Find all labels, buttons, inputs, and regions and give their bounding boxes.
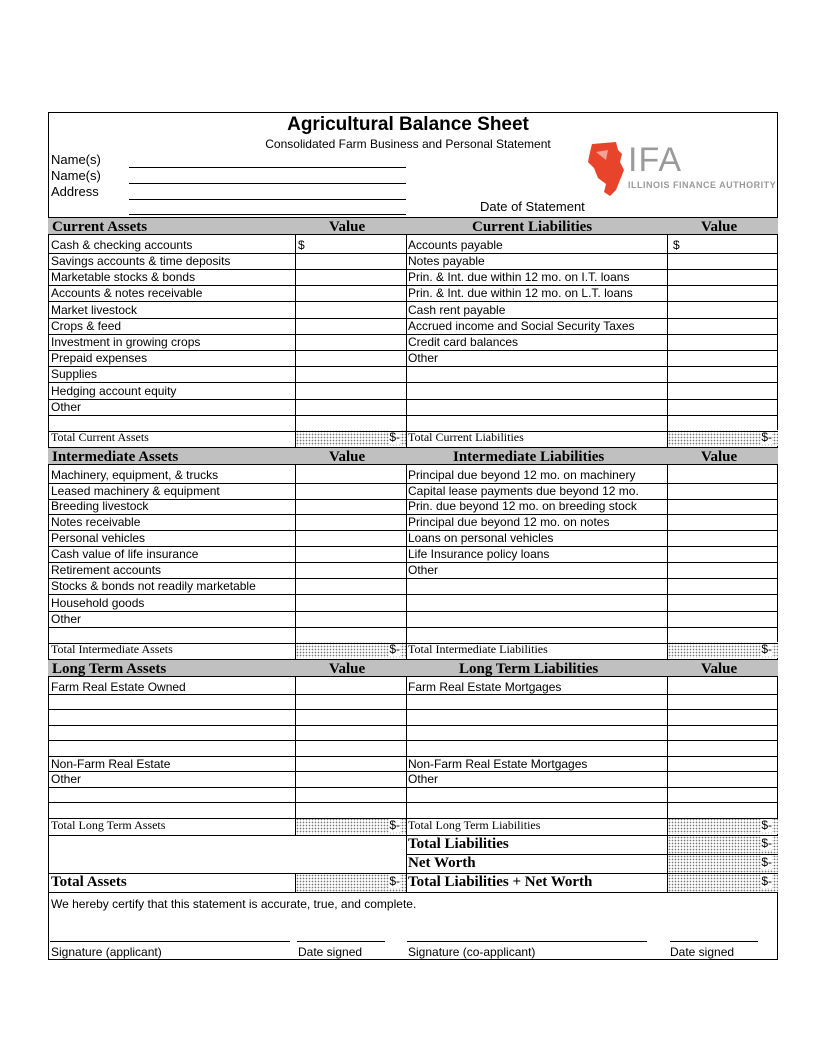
intermediate-assets-value-header: Value: [329, 449, 366, 465]
intermediate-asset-item: Retirement accounts: [51, 563, 162, 577]
intermediate-asset-item: Machinery, equipment, & trucks: [51, 468, 219, 482]
intermediate-asset-item: Breeding livestock: [51, 499, 149, 513]
signature-coapplicant-line[interactable]: [407, 941, 647, 942]
intermediate-asset-value-cell[interactable]: [296, 579, 405, 594]
total-longterm-liabilities-label: Total Long Term Liabilities: [408, 818, 541, 832]
grid-hline: [48, 787, 778, 788]
intermediate-liability-value-cell[interactable]: [668, 579, 777, 594]
intermediate-liability-value-cell[interactable]: [668, 515, 777, 530]
intermediate-asset-value-cell[interactable]: [296, 628, 405, 643]
current-liabilities-title: Current Liabilities: [472, 219, 593, 235]
intermediate-liability-value-cell[interactable]: [668, 628, 777, 643]
date-signed-2-line[interactable]: [670, 941, 758, 942]
intermediate-liability-value-cell[interactable]: [668, 499, 777, 514]
intermediate-section-header: [48, 447, 778, 465]
total-assets-label: Total Assets: [51, 874, 127, 890]
longterm-asset-item: Farm Real Estate Owned: [51, 680, 186, 694]
longterm-liabilities-value-header: Value: [701, 661, 738, 677]
longterm-asset-item: Non-Farm Real Estate: [51, 757, 171, 771]
current-asset-value-cell[interactable]: [296, 254, 405, 269]
current-asset-item: Hedging account equity: [51, 384, 177, 398]
intermediate-liability-value-cell[interactable]: [668, 531, 777, 546]
intermediate-asset-item: Stocks & bonds not readily marketable: [51, 579, 256, 593]
longterm-liabilities-title: Long Term Liabilities: [459, 661, 599, 677]
total-liabilities-net-worth-label: Total Liabilities + Net Worth: [408, 874, 593, 890]
total-current-liabilities-label: Total Current Liabilities: [408, 430, 524, 444]
current-liability-item: Credit card balances: [408, 335, 519, 349]
current-asset-value-cell[interactable]: [296, 303, 405, 318]
intermediate-liability-value-cell[interactable]: [668, 547, 777, 562]
current-asset-value-cell[interactable]: [296, 384, 405, 399]
grid-hline: [406, 854, 778, 855]
intermediate-asset-item: Other: [51, 612, 82, 626]
intermediate-liability-item: Life Insurance policy loans: [408, 547, 550, 561]
date-signed-1-label: Date signed: [298, 945, 363, 959]
intermediate-liability-item: Capital lease payments due beyond 12 mo.: [408, 484, 639, 498]
current-liability-item: Notes payable: [408, 254, 485, 268]
current-asset-value-cell[interactable]: [296, 270, 405, 285]
longterm-asset-item: Other: [51, 772, 82, 786]
ifa-logo: [586, 140, 776, 200]
current-asset-item: Other: [51, 400, 82, 414]
current-asset-item: Investment in growing crops: [51, 335, 201, 349]
current-liability-item: Cash rent payable: [408, 303, 506, 317]
intermediate-liability-value-cell[interactable]: [668, 563, 777, 578]
intermediate-liability-item: Other: [408, 563, 439, 577]
grid-hline: [48, 301, 778, 302]
current-liability-item: Prin. & Int. due within 12 mo. on L.T. loans: [408, 286, 633, 300]
intermediate-asset-item: Notes receivable: [51, 515, 141, 529]
total-intermediate-assets-value: $-: [296, 642, 406, 658]
grid-hline: [48, 892, 778, 893]
current-liability-item: Prin. & Int. due within 12 mo. on I.T. loans: [408, 270, 630, 284]
current-liability-value-cell[interactable]: [668, 303, 777, 318]
logo-abbr: IFA: [628, 141, 683, 179]
address-label: Address: [51, 184, 99, 199]
total-liabilities-label: Total Liabilities: [408, 836, 509, 852]
intermediate-asset-value-cell[interactable]: [296, 531, 405, 546]
current-asset-item: Supplies: [51, 367, 98, 381]
current-asset-item: Market livestock: [51, 303, 138, 317]
signature-applicant-label: Signature (applicant): [51, 945, 162, 959]
longterm-liability-item: Farm Real Estate Mortgages: [408, 680, 562, 694]
current-liability-value-cell[interactable]: [668, 286, 777, 301]
certify-statement: We hereby certify that this statement is accurate, true, and complete.: [51, 897, 417, 911]
address-field-1[interactable]: [129, 199, 406, 200]
intermediate-asset-value-cell[interactable]: [296, 499, 405, 514]
total-longterm-assets-label: Total Long Term Assets: [51, 818, 166, 832]
grid-hline: [48, 594, 778, 595]
intermediate-liabilities-value-header: Value: [701, 449, 738, 465]
grid-hline: [48, 694, 778, 695]
current-asset-item: Prepaid expenses: [51, 351, 148, 365]
logo-full-name: ILLINOIS FINANCE AUTHORITY: [628, 180, 777, 190]
current-asset-value-cell[interactable]: [296, 351, 405, 366]
current-asset-value-cell[interactable]: [296, 400, 405, 415]
intermediate-asset-item: Leased machinery & equipment: [51, 484, 220, 498]
intermediate-liability-value-cell[interactable]: [668, 596, 777, 611]
current-liability-value-cell[interactable]: [668, 367, 777, 382]
current-asset-item: Crops & feed: [51, 319, 122, 333]
current-liability-value-cell[interactable]: [668, 270, 777, 285]
current-liability-value-cell[interactable]: [668, 319, 777, 334]
intermediate-liability-item: Principal due beyond 12 mo. on machinery: [408, 468, 636, 482]
signature-coapplicant-label: Signature (co-applicant): [408, 945, 536, 959]
current-liability-item: Accrued income and Social Security Taxes: [408, 319, 635, 333]
intermediate-liability-item: Principal due beyond 12 mo. on notes: [408, 515, 610, 529]
current-liability-value-cell[interactable]: [668, 335, 777, 350]
longterm-liability-item: Other: [408, 772, 439, 786]
grid-hline: [48, 835, 778, 836]
grid-hline: [48, 818, 778, 819]
grid-hline: [48, 873, 778, 874]
current-asset-value-cell[interactable]: [296, 286, 405, 301]
total-intermediate-liabilities-value: $-: [668, 642, 778, 658]
intermediate-liabilities-title: Intermediate Liabilities: [453, 449, 605, 465]
intermediate-asset-value-cell[interactable]: [296, 484, 405, 499]
intermediate-asset-value-cell[interactable]: [296, 468, 405, 483]
name1-field[interactable]: [129, 167, 406, 168]
current-liabilities-value-header: Value: [701, 219, 738, 235]
page-subtitle: Consolidated Farm Business and Personal Statement: [265, 137, 551, 151]
intermediate-asset-value-cell[interactable]: [296, 563, 405, 578]
current-liability-value-cell[interactable]: [668, 254, 777, 269]
current-liabilities-currency: $: [673, 238, 680, 252]
name1-label: Name(s): [51, 152, 101, 167]
intermediate-liability-item: Loans on personal vehicles: [408, 531, 554, 545]
name2-label: Name(s): [51, 168, 101, 183]
current-assets-title: Current Assets: [52, 219, 148, 235]
signature-applicant-line[interactable]: [50, 941, 290, 942]
current-asset-value-cell[interactable]: [296, 238, 405, 253]
intermediate-assets-title: Intermediate Assets: [52, 449, 179, 465]
net-worth-value: $-: [668, 855, 778, 873]
total-assets-value: $-: [296, 874, 406, 892]
intermediate-asset-value-cell[interactable]: [296, 612, 405, 627]
current-assets-currency: $: [298, 238, 305, 252]
intermediate-asset-value-cell[interactable]: [296, 596, 405, 611]
intermediate-asset-item: Personal vehicles: [51, 531, 146, 545]
total-current-assets-value: $-: [296, 430, 406, 446]
page-title: Agricultural Balance Sheet: [287, 114, 529, 135]
total-longterm-assets-value: $-: [296, 818, 406, 834]
current-asset-item: Savings accounts & time deposits: [51, 254, 231, 268]
current-liability-value-cell[interactable]: [668, 400, 777, 415]
current-asset-item: Cash & checking accounts: [51, 238, 193, 252]
longterm-section-header: [48, 659, 778, 677]
current-asset-value-cell[interactable]: [296, 335, 405, 350]
intermediate-liability-value-cell[interactable]: [668, 468, 777, 483]
total-longterm-liabilities-value: $-: [668, 818, 778, 834]
longterm-assets-value-header: Value: [329, 661, 366, 677]
longterm-assets-title: Long Term Assets: [52, 661, 167, 677]
grid-hline: [48, 756, 778, 757]
grid-hline: [48, 643, 778, 644]
name2-field[interactable]: [129, 183, 406, 184]
illinois-map-icon: [586, 140, 630, 198]
grid-hline: [48, 771, 778, 772]
net-worth-label: Net Worth: [408, 855, 476, 871]
grid-hline: [48, 709, 778, 710]
current-asset-value-cell[interactable]: [296, 367, 405, 382]
intermediate-asset-item: Cash value of life insurance: [51, 547, 199, 561]
total-intermediate-liabilities-label: Total Intermediate Liabilities: [408, 642, 548, 656]
grid-hline: [48, 740, 778, 741]
current-asset-value-cell[interactable]: [296, 416, 405, 431]
grid-hline: [48, 431, 778, 432]
grid-hline: [48, 802, 778, 803]
grid-hline: [48, 382, 778, 383]
current-asset-item: Marketable stocks & bonds: [51, 270, 196, 284]
current-liability-value-cell[interactable]: [668, 384, 777, 399]
current-section-header: [48, 217, 778, 235]
longterm-liability-item: Non-Farm Real Estate Mortgages: [408, 757, 588, 771]
current-asset-item: Accounts & notes receivable: [51, 286, 203, 300]
total-liabilities-value: $-: [668, 836, 778, 854]
current-liability-value-cell[interactable]: [668, 238, 777, 253]
intermediate-asset-item: Household goods: [51, 596, 145, 610]
current-asset-value-cell[interactable]: [296, 319, 405, 334]
total-liabilities-net-worth-value: $-: [668, 874, 778, 892]
intermediate-asset-value-cell[interactable]: [296, 515, 405, 530]
intermediate-liability-value-cell[interactable]: [668, 612, 777, 627]
date-signed-1-line[interactable]: [297, 941, 385, 942]
current-liability-item: Accounts payable: [408, 238, 503, 252]
intermediate-asset-value-cell[interactable]: [296, 547, 405, 562]
grid-hline: [48, 725, 778, 726]
intermediate-liability-value-cell[interactable]: [668, 484, 777, 499]
total-current-assets-label: Total Current Assets: [51, 430, 149, 444]
total-intermediate-assets-label: Total Intermediate Assets: [51, 642, 173, 656]
intermediate-liability-item: Prin. due beyond 12 mo. on breeding stock: [408, 499, 637, 513]
current-liability-item: Other: [408, 351, 439, 365]
current-assets-value-header: Value: [329, 219, 366, 235]
date-signed-2-label: Date signed: [670, 945, 735, 959]
total-current-liabilities-value: $-: [668, 430, 778, 446]
current-liability-value-cell[interactable]: [668, 416, 777, 431]
address-field-2[interactable]: [129, 214, 406, 215]
current-liability-value-cell[interactable]: [668, 351, 777, 366]
date-of-statement-label: Date of Statement: [480, 199, 585, 214]
